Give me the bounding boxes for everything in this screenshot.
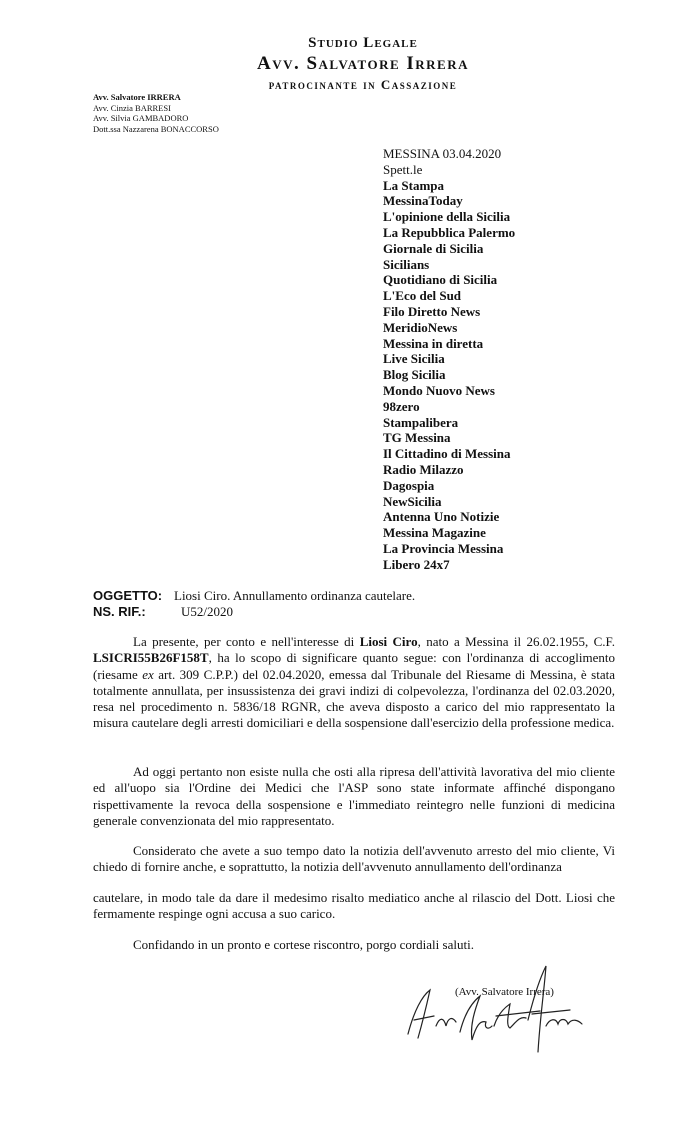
lawyer-name: Dott.ssa Nazzarena BONACCORSO (93, 123, 219, 134)
lawyers-list (93, 92, 219, 134)
recipient: La Provincia Messina (383, 540, 504, 556)
subject-line (93, 588, 415, 604)
lawyer-name: Avv. Silvia GAMBADORO (93, 113, 189, 123)
letter-date: MESSINA 03.04.2020 (383, 146, 502, 161)
lawyer-name: Avv. Cinzia BARRESI (93, 102, 171, 113)
recipient: L'opinione della Sicilia (383, 209, 511, 225)
recipient: Antenna Uno Notizie (383, 509, 500, 525)
recipient: TG Messina (383, 430, 451, 446)
recipient: L'Eco del Sud (383, 288, 462, 304)
tax-code: LSICRI55B26F158T (93, 650, 209, 666)
recipient: La Stampa (383, 177, 445, 193)
reference-text: U52/2020 (181, 604, 233, 619)
text-run: La presente, per conto e nell'interesse di (133, 634, 360, 649)
recipient: Messina Magazine (383, 525, 486, 541)
letterhead-name: Avv. Salvatore Irrera (256, 53, 470, 74)
latin-term: ex (142, 666, 154, 682)
reference-label: NS. RIF.: (93, 604, 146, 619)
reference-line (93, 604, 415, 620)
body-paragraph-1 (93, 634, 615, 732)
closing-paragraph: Confidando in un pronto e cortese riscontro, porgo cordiali saluti. (133, 937, 474, 952)
letterhead (0, 34, 696, 93)
recipient: Quotidiano di Sicilia (383, 272, 498, 288)
recipient: La Repubblica Palermo (383, 224, 516, 240)
recipient: Sicilians (383, 256, 430, 272)
subject-label: OGGETTO: (93, 588, 163, 603)
recipient: Live Sicilia (383, 351, 445, 367)
text-run: , nato a Messina il 26.02.1955, C.F. (417, 634, 615, 649)
recipient: MessinaToday (383, 193, 463, 209)
recipient: Messina in diretta (383, 335, 484, 351)
body-paragraph-2: Ad oggi pertanto non esiste nulla che osti alla ripresa dell'attività lavorativa del mio cliente ed all'uopo sia l'Ordine dei Medici che l'ASP sono state informate affinché dispongano rispettivamente la revoca della sospensione e l'immediato reintegro nelle funzioni di medicina generale convenzionata del mio rappresentato. (93, 764, 615, 828)
body-paragraph-3: Considerato che avete a suo tempo dato la notizia dell'avvenuto arresto del mio cliente, Vi chiedo di fornire anche, e soprattutto, la notizia dell'avvenuto annullamento dell'ordinanza (93, 843, 615, 875)
text-run: art. 309 C.P.P.) del 02.04.2020, emessa dal Tribunale del Riesame di Messina, è stata totalmente annullata, per insussistenza dei gravi indizi di colpevolezza, l'ordinanza del 02.03.2020, resa nel procedimento n. 5836/18 RGNR, che aveva disposto a carico del mio rappresentato la misura cautelare degli arresti domiciliari e della sospensione dall'esercizio della professione medica. (93, 666, 615, 731)
signature-printed-name: (Avv. Salvatore Irrera) (455, 986, 554, 998)
client-name: Liosi Ciro (359, 634, 418, 649)
recipients-block (383, 146, 515, 573)
recipient: Mondo Nuovo News (383, 382, 495, 398)
text-run: , ha lo scopo di significare quanto segue: con l'ordinanza di accoglimento (riesame (93, 650, 615, 682)
subject-text: Liosi Ciro. Annullamento ordinanza cautelare. (174, 588, 416, 603)
recipient: Blog Sicilia (383, 367, 446, 383)
letterhead-studio: Studio Legale (308, 35, 418, 51)
recipient: 98zero (383, 398, 420, 414)
recipient: NewSicilia (383, 493, 442, 509)
recipient: Filo Diretto News (383, 303, 481, 319)
recipient: Dagospia (383, 477, 435, 493)
recipient: Giornale di Sicilia (383, 240, 484, 256)
recipient: Libero 24x7 (383, 556, 450, 572)
signature-block (400, 956, 590, 1056)
recipient: Radio Milazzo (383, 461, 464, 477)
lawyer-name: Avv. Salvatore IRRERA (93, 92, 181, 102)
recipient: MeridioNews (383, 319, 458, 335)
greeting: Spett.le (383, 161, 423, 177)
body-paragraph-4: cautelare, in modo tale da dare il medesimo risalto mediatico anche al rilascio del Dott. Liosi che fermamente respinge ogni accusa a suo carico. (93, 890, 615, 922)
recipient: Stampalibera (383, 414, 459, 430)
subject-block (93, 588, 415, 620)
handwritten-signature (400, 956, 590, 1056)
letterhead-subtitle: patrocinante in Cassazione (268, 77, 458, 92)
recipient: Il Cittadino di Messina (383, 446, 511, 462)
